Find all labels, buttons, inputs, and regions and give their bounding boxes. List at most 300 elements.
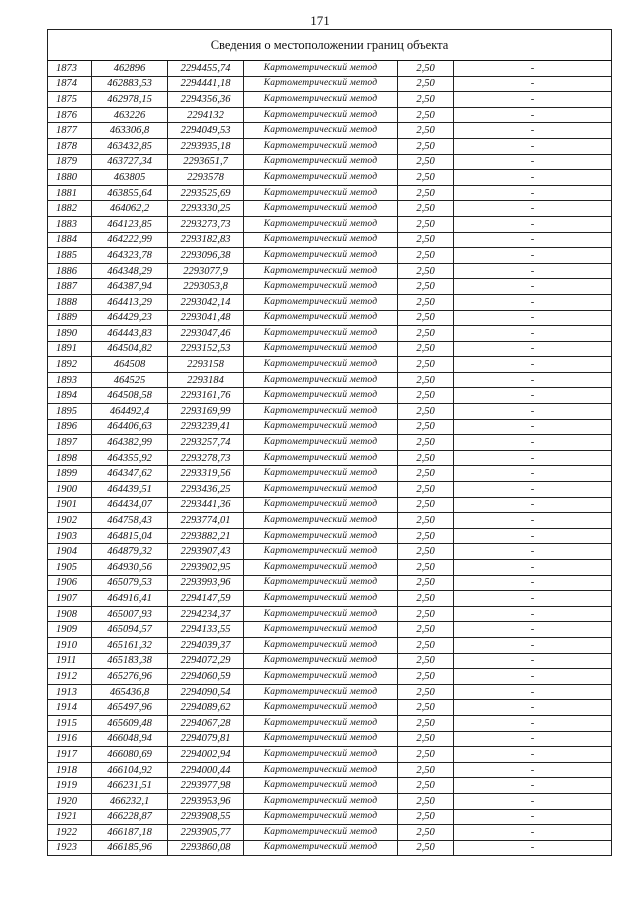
cell-point-number: 1909 [48, 622, 92, 638]
cell-note: - [454, 154, 612, 170]
cell-point-number: 1877 [48, 123, 92, 139]
cell-accuracy: 2,50 [398, 123, 454, 139]
cell-coordinate-x: 464323,78 [92, 248, 168, 264]
cell-coordinate-y: 2293278,73 [168, 450, 244, 466]
table-row [48, 216, 612, 232]
cell-coordinate-x: 464355,92 [92, 450, 168, 466]
cell-coordinate-x: 465609,48 [92, 715, 168, 731]
cell-note: - [454, 544, 612, 560]
cell-coordinate-x: 465436,8 [92, 684, 168, 700]
cell-point-number: 1907 [48, 591, 92, 607]
cell-accuracy: 2,50 [398, 497, 454, 513]
cell-point-number: 1883 [48, 216, 92, 232]
cell-point-number: 1895 [48, 404, 92, 420]
table-row [48, 372, 612, 388]
cell-method: Картометрический метод [244, 700, 398, 716]
cell-method: Картометрический метод [244, 466, 398, 482]
cell-coordinate-y: 2294147,59 [168, 591, 244, 607]
cell-accuracy: 2,50 [398, 154, 454, 170]
cell-note: - [454, 263, 612, 279]
cell-note: - [454, 372, 612, 388]
cell-coordinate-y: 2294234,37 [168, 606, 244, 622]
cell-coordinate-x: 464347,62 [92, 466, 168, 482]
table-row [48, 513, 612, 529]
cell-method: Картометрический метод [244, 528, 398, 544]
cell-method: Картометрический метод [244, 762, 398, 778]
cell-point-number: 1905 [48, 560, 92, 576]
cell-note: - [454, 622, 612, 638]
table-row [48, 653, 612, 669]
cell-coordinate-x: 463432,85 [92, 138, 168, 154]
cell-coordinate-x: 465007,93 [92, 606, 168, 622]
cell-coordinate-y: 2294079,81 [168, 731, 244, 747]
cell-accuracy: 2,50 [398, 653, 454, 669]
cell-method: Картометрический метод [244, 357, 398, 373]
table-row [48, 575, 612, 591]
cell-method: Картометрический метод [244, 388, 398, 404]
cell-coordinate-x: 466187,18 [92, 825, 168, 841]
cell-coordinate-y: 2293182,83 [168, 232, 244, 248]
cell-point-number: 1911 [48, 653, 92, 669]
cell-coordinate-y: 2293152,53 [168, 341, 244, 357]
table-row [48, 388, 612, 404]
cell-method: Картометрический метод [244, 840, 398, 856]
cell-note: - [454, 450, 612, 466]
cell-coordinate-x: 464123,85 [92, 216, 168, 232]
cell-coordinate-x: 464879,32 [92, 544, 168, 560]
cell-coordinate-x: 464508 [92, 357, 168, 373]
cell-accuracy: 2,50 [398, 606, 454, 622]
cell-point-number: 1899 [48, 466, 92, 482]
cell-accuracy: 2,50 [398, 544, 454, 560]
cell-method: Картометрический метод [244, 482, 398, 498]
cell-accuracy: 2,50 [398, 700, 454, 716]
cell-note: - [454, 653, 612, 669]
cell-coordinate-y: 2293993,96 [168, 575, 244, 591]
cell-point-number: 1894 [48, 388, 92, 404]
cell-coordinate-y: 2294356,36 [168, 92, 244, 108]
cell-coordinate-y: 2293319,56 [168, 466, 244, 482]
cell-note: - [454, 809, 612, 825]
cell-note: - [454, 326, 612, 342]
cell-coordinate-y: 2294039,37 [168, 637, 244, 653]
cell-coordinate-x: 463855,64 [92, 185, 168, 201]
table-row [48, 544, 612, 560]
cell-point-number: 1923 [48, 840, 92, 856]
cell-accuracy: 2,50 [398, 435, 454, 451]
cell-point-number: 1912 [48, 669, 92, 685]
cell-coordinate-y: 2294049,53 [168, 123, 244, 139]
cell-coordinate-y: 2293860,08 [168, 840, 244, 856]
cell-note: - [454, 201, 612, 217]
cell-coordinate-y: 2293905,77 [168, 825, 244, 841]
cell-method: Картометрический метод [244, 435, 398, 451]
cell-coordinate-x: 464930,56 [92, 560, 168, 576]
cell-method: Картометрический метод [244, 294, 398, 310]
cell-method: Картометрический метод [244, 637, 398, 653]
cell-method: Картометрический метод [244, 825, 398, 841]
cell-point-number: 1875 [48, 92, 92, 108]
cell-coordinate-y: 2293053,8 [168, 279, 244, 295]
cell-point-number: 1910 [48, 637, 92, 653]
table-row [48, 435, 612, 451]
cell-point-number: 1885 [48, 248, 92, 264]
cell-note: - [454, 248, 612, 264]
cell-coordinate-y: 2293774,01 [168, 513, 244, 529]
cell-accuracy: 2,50 [398, 216, 454, 232]
cell-method: Картометрический метод [244, 684, 398, 700]
cell-accuracy: 2,50 [398, 762, 454, 778]
table-row [48, 825, 612, 841]
cell-coordinate-x: 464443,83 [92, 326, 168, 342]
cell-point-number: 1873 [48, 61, 92, 77]
cell-note: - [454, 341, 612, 357]
cell-accuracy: 2,50 [398, 357, 454, 373]
cell-coordinate-x: 466080,69 [92, 747, 168, 763]
cell-method: Картометрический метод [244, 419, 398, 435]
cell-accuracy: 2,50 [398, 404, 454, 420]
cell-note: - [454, 731, 612, 747]
cell-accuracy: 2,50 [398, 575, 454, 591]
cell-coordinate-x: 466232,1 [92, 793, 168, 809]
cell-point-number: 1879 [48, 154, 92, 170]
table-row [48, 528, 612, 544]
cell-accuracy: 2,50 [398, 528, 454, 544]
cell-point-number: 1919 [48, 778, 92, 794]
table-row [48, 622, 612, 638]
cell-accuracy: 2,50 [398, 731, 454, 747]
cell-accuracy: 2,50 [398, 778, 454, 794]
cell-method: Картометрический метод [244, 731, 398, 747]
table-row [48, 154, 612, 170]
cell-accuracy: 2,50 [398, 809, 454, 825]
cell-point-number: 1888 [48, 294, 92, 310]
cell-coordinate-x: 465161,32 [92, 637, 168, 653]
table-row [48, 357, 612, 373]
table-row [48, 560, 612, 576]
cell-coordinate-y: 2293077,9 [168, 263, 244, 279]
cell-note: - [454, 279, 612, 295]
cell-point-number: 1906 [48, 575, 92, 591]
cell-note: - [454, 435, 612, 451]
cell-method: Картометрический метод [244, 450, 398, 466]
table-row [48, 482, 612, 498]
cell-note: - [454, 513, 612, 529]
cell-coordinate-x: 465079,53 [92, 575, 168, 591]
cell-point-number: 1891 [48, 341, 92, 357]
boundary-table [47, 29, 612, 856]
table-row [48, 715, 612, 731]
cell-method: Картометрический метод [244, 248, 398, 264]
cell-coordinate-x: 462896 [92, 61, 168, 77]
table-row [48, 107, 612, 123]
table-row [48, 294, 612, 310]
cell-point-number: 1874 [48, 76, 92, 92]
cell-method: Картометрический метод [244, 107, 398, 123]
cell-coordinate-x: 464916,41 [92, 591, 168, 607]
cell-point-number: 1920 [48, 793, 92, 809]
cell-coordinate-x: 465276,96 [92, 669, 168, 685]
cell-coordinate-y: 2293330,25 [168, 201, 244, 217]
cell-note: - [454, 700, 612, 716]
cell-point-number: 1918 [48, 762, 92, 778]
table-row [48, 138, 612, 154]
cell-coordinate-y: 2293977,98 [168, 778, 244, 794]
table-row [48, 809, 612, 825]
cell-method: Картометрический метод [244, 404, 398, 420]
cell-point-number: 1908 [48, 606, 92, 622]
cell-accuracy: 2,50 [398, 466, 454, 482]
cell-method: Картометрический метод [244, 560, 398, 576]
cell-point-number: 1896 [48, 419, 92, 435]
cell-method: Картометрический метод [244, 715, 398, 731]
cell-coordinate-x: 465497,96 [92, 700, 168, 716]
cell-note: - [454, 61, 612, 77]
cell-point-number: 1916 [48, 731, 92, 747]
table-title: Сведения о местоположении границ объекта [48, 30, 612, 61]
cell-accuracy: 2,50 [398, 669, 454, 685]
cell-point-number: 1892 [48, 357, 92, 373]
cell-point-number: 1889 [48, 310, 92, 326]
cell-method: Картометрический метод [244, 513, 398, 529]
cell-note: - [454, 606, 612, 622]
cell-note: - [454, 762, 612, 778]
table-row [48, 637, 612, 653]
cell-note: - [454, 497, 612, 513]
table-row [48, 793, 612, 809]
table-row [48, 404, 612, 420]
cell-coordinate-x: 463226 [92, 107, 168, 123]
cell-accuracy: 2,50 [398, 279, 454, 295]
cell-note: - [454, 388, 612, 404]
cell-accuracy: 2,50 [398, 560, 454, 576]
cell-note: - [454, 528, 612, 544]
cell-coordinate-y: 2294132 [168, 107, 244, 123]
cell-note: - [454, 138, 612, 154]
cell-coordinate-y: 2293273,73 [168, 216, 244, 232]
cell-accuracy: 2,50 [398, 170, 454, 186]
cell-accuracy: 2,50 [398, 513, 454, 529]
cell-note: - [454, 357, 612, 373]
cell-point-number: 1890 [48, 326, 92, 342]
cell-coordinate-x: 464382,99 [92, 435, 168, 451]
cell-point-number: 1921 [48, 809, 92, 825]
cell-accuracy: 2,50 [398, 76, 454, 92]
table-row [48, 263, 612, 279]
cell-note: - [454, 684, 612, 700]
cell-point-number: 1882 [48, 201, 92, 217]
table-row [48, 123, 612, 139]
cell-accuracy: 2,50 [398, 107, 454, 123]
table-row [48, 201, 612, 217]
cell-coordinate-x: 463805 [92, 170, 168, 186]
cell-coordinate-y: 2293935,18 [168, 138, 244, 154]
cell-coordinate-y: 2293096,38 [168, 248, 244, 264]
cell-accuracy: 2,50 [398, 591, 454, 607]
cell-method: Картометрический метод [244, 201, 398, 217]
cell-coordinate-y: 2293441,36 [168, 497, 244, 513]
cell-point-number: 1897 [48, 435, 92, 451]
cell-accuracy: 2,50 [398, 61, 454, 77]
cell-method: Картометрический метод [244, 76, 398, 92]
cell-method: Картометрический метод [244, 653, 398, 669]
table-row [48, 450, 612, 466]
cell-point-number: 1878 [48, 138, 92, 154]
cell-coordinate-y: 2294072,29 [168, 653, 244, 669]
table-row [48, 310, 612, 326]
cell-note: - [454, 310, 612, 326]
cell-coordinate-x: 464525 [92, 372, 168, 388]
cell-note: - [454, 107, 612, 123]
table-body [48, 61, 612, 856]
cell-method: Картометрический метод [244, 809, 398, 825]
table-row [48, 466, 612, 482]
cell-note: - [454, 575, 612, 591]
cell-note: - [454, 123, 612, 139]
cell-coordinate-y: 2294133,55 [168, 622, 244, 638]
cell-method: Картометрический метод [244, 263, 398, 279]
cell-point-number: 1904 [48, 544, 92, 560]
cell-accuracy: 2,50 [398, 840, 454, 856]
cell-coordinate-y: 2293161,76 [168, 388, 244, 404]
cell-coordinate-x: 466185,96 [92, 840, 168, 856]
cell-coordinate-y: 2294455,74 [168, 61, 244, 77]
cell-note: - [454, 715, 612, 731]
cell-coordinate-y: 2293907,43 [168, 544, 244, 560]
cell-method: Картометрический метод [244, 575, 398, 591]
cell-coordinate-y: 2293436,25 [168, 482, 244, 498]
cell-accuracy: 2,50 [398, 326, 454, 342]
cell-method: Картометрический метод [244, 778, 398, 794]
cell-method: Картометрический метод [244, 279, 398, 295]
table-row [48, 419, 612, 435]
cell-accuracy: 2,50 [398, 294, 454, 310]
cell-coordinate-y: 2293882,21 [168, 528, 244, 544]
cell-coordinate-x: 466048,94 [92, 731, 168, 747]
cell-method: Картометрический метод [244, 497, 398, 513]
cell-coordinate-x: 466228,87 [92, 809, 168, 825]
cell-note: - [454, 232, 612, 248]
cell-point-number: 1915 [48, 715, 92, 731]
cell-accuracy: 2,50 [398, 341, 454, 357]
cell-note: - [454, 778, 612, 794]
cell-method: Картометрический метод [244, 606, 398, 622]
cell-coordinate-x: 464815,04 [92, 528, 168, 544]
cell-point-number: 1914 [48, 700, 92, 716]
cell-note: - [454, 637, 612, 653]
cell-point-number: 1900 [48, 482, 92, 498]
cell-method: Картометрический метод [244, 123, 398, 139]
cell-point-number: 1902 [48, 513, 92, 529]
cell-coordinate-x: 465183,38 [92, 653, 168, 669]
cell-coordinate-y: 2293908,55 [168, 809, 244, 825]
cell-method: Картометрический метод [244, 544, 398, 560]
cell-note: - [454, 560, 612, 576]
table-row [48, 606, 612, 622]
cell-coordinate-y: 2293184 [168, 372, 244, 388]
cell-coordinate-x: 464413,29 [92, 294, 168, 310]
cell-accuracy: 2,50 [398, 793, 454, 809]
cell-coordinate-x: 464434,07 [92, 497, 168, 513]
cell-coordinate-x: 464492,4 [92, 404, 168, 420]
cell-accuracy: 2,50 [398, 419, 454, 435]
cell-method: Картометрический метод [244, 138, 398, 154]
cell-note: - [454, 216, 612, 232]
cell-method: Картометрический метод [244, 372, 398, 388]
cell-coordinate-y: 2294441,18 [168, 76, 244, 92]
cell-coordinate-x: 464758,43 [92, 513, 168, 529]
cell-accuracy: 2,50 [398, 92, 454, 108]
cell-coordinate-y: 2293651,7 [168, 154, 244, 170]
cell-coordinate-x: 464508,58 [92, 388, 168, 404]
cell-point-number: 1898 [48, 450, 92, 466]
cell-accuracy: 2,50 [398, 715, 454, 731]
cell-method: Картометрический метод [244, 92, 398, 108]
table-row [48, 92, 612, 108]
cell-note: - [454, 294, 612, 310]
cell-accuracy: 2,50 [398, 185, 454, 201]
cell-accuracy: 2,50 [398, 747, 454, 763]
cell-coordinate-x: 464222,99 [92, 232, 168, 248]
cell-note: - [454, 840, 612, 856]
cell-coordinate-y: 2294089,62 [168, 700, 244, 716]
cell-point-number: 1903 [48, 528, 92, 544]
cell-accuracy: 2,50 [398, 201, 454, 217]
table-row [48, 341, 612, 357]
cell-point-number: 1884 [48, 232, 92, 248]
cell-point-number: 1901 [48, 497, 92, 513]
cell-method: Картометрический метод [244, 326, 398, 342]
cell-coordinate-y: 2294002,94 [168, 747, 244, 763]
cell-coordinate-y: 2293169,99 [168, 404, 244, 420]
cell-note: - [454, 92, 612, 108]
cell-note: - [454, 185, 612, 201]
cell-coordinate-y: 2293047,46 [168, 326, 244, 342]
cell-accuracy: 2,50 [398, 482, 454, 498]
cell-point-number: 1917 [48, 747, 92, 763]
cell-coordinate-x: 462978,15 [92, 92, 168, 108]
cell-coordinate-x: 464387,94 [92, 279, 168, 295]
cell-point-number: 1922 [48, 825, 92, 841]
cell-note: - [454, 404, 612, 420]
cell-coordinate-y: 2293525,69 [168, 185, 244, 201]
table-row [48, 232, 612, 248]
cell-point-number: 1876 [48, 107, 92, 123]
cell-point-number: 1886 [48, 263, 92, 279]
cell-coordinate-y: 2293158 [168, 357, 244, 373]
table-row [48, 61, 612, 77]
table-row [48, 684, 612, 700]
cell-coordinate-x: 463727,34 [92, 154, 168, 170]
table-row [48, 497, 612, 513]
table-row [48, 700, 612, 716]
table-row [48, 840, 612, 856]
table-row [48, 170, 612, 186]
table-title-row [48, 30, 612, 61]
table-row [48, 326, 612, 342]
cell-method: Картометрический метод [244, 747, 398, 763]
cell-coordinate-x: 466104,92 [92, 762, 168, 778]
cell-accuracy: 2,50 [398, 248, 454, 264]
cell-method: Картометрический метод [244, 61, 398, 77]
cell-note: - [454, 747, 612, 763]
cell-accuracy: 2,50 [398, 450, 454, 466]
cell-method: Картометрический метод [244, 185, 398, 201]
cell-method: Картометрический метод [244, 341, 398, 357]
cell-point-number: 1887 [48, 279, 92, 295]
page-number: 171 [310, 13, 330, 28]
cell-note: - [454, 825, 612, 841]
